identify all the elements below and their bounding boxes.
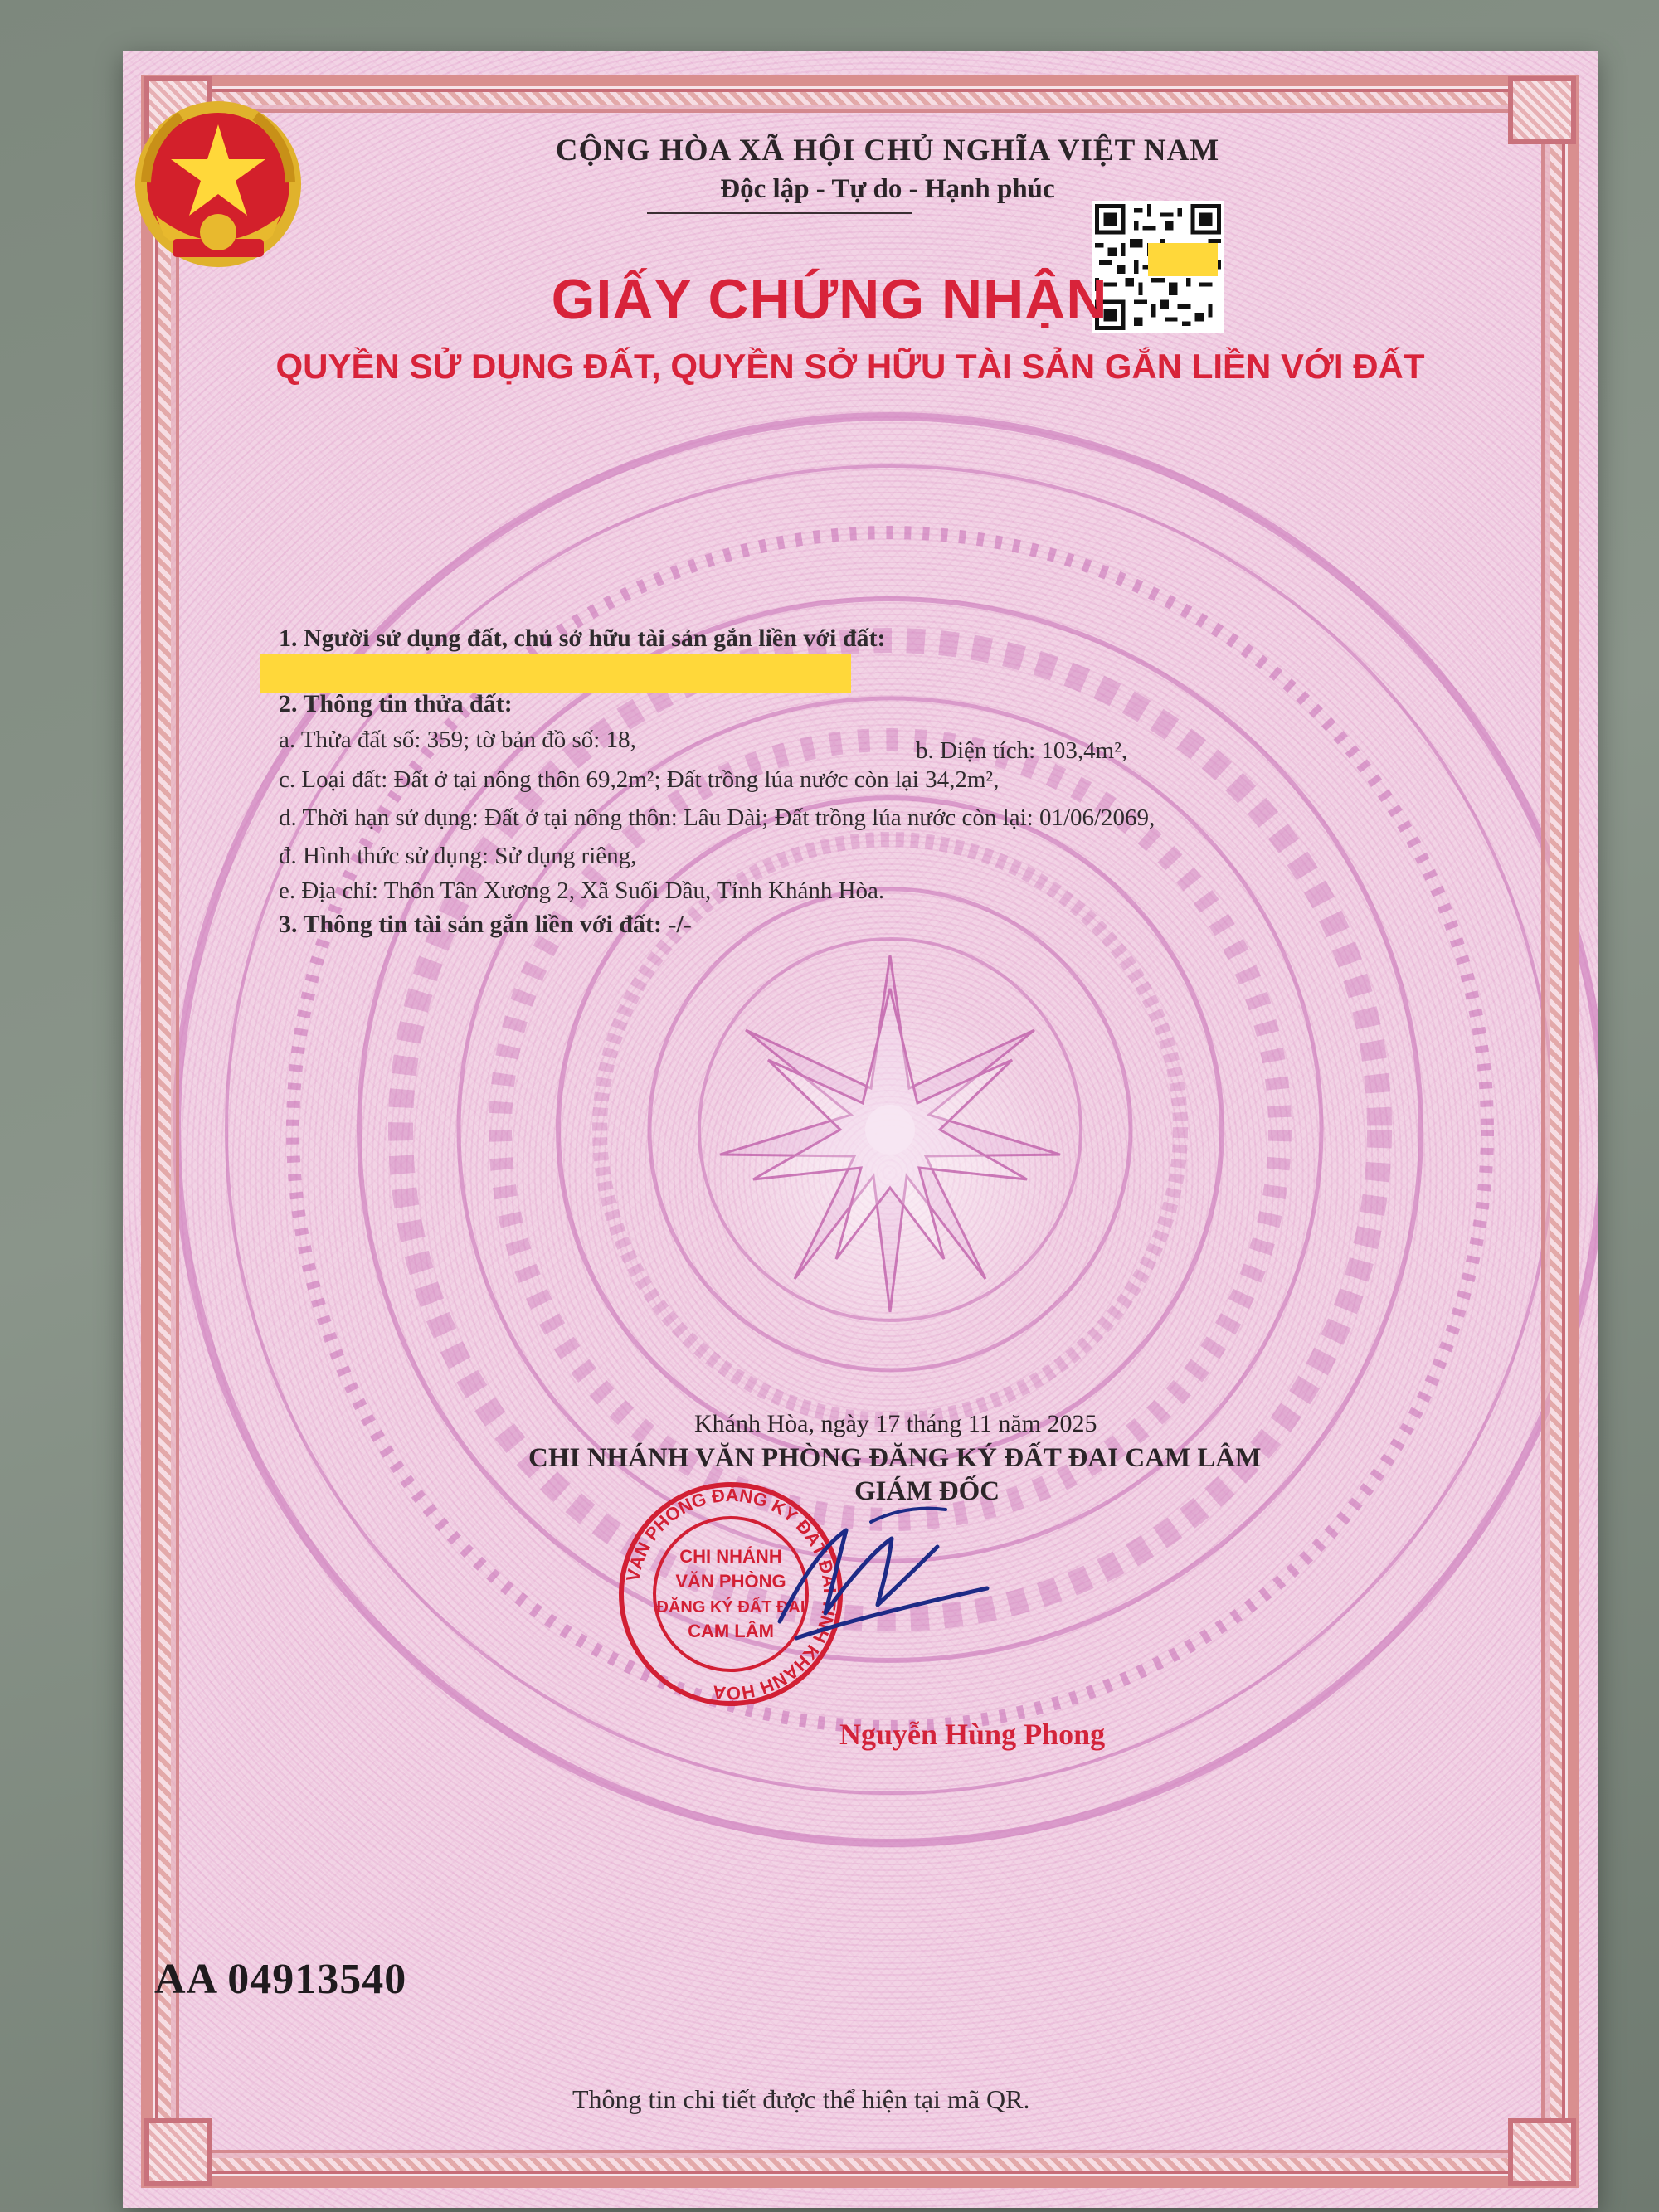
certificate-subtitle: QUYỀN SỬ DỤNG ĐẤT, QUYỀN SỞ HỮU TÀI SẢN GẮN LIỀN VỚI ĐẤT: [275, 347, 1425, 386]
issuing-office: CHI NHÁNH VĂN PHÒNG ĐĂNG KÝ ĐẤT ĐAI CAM LÂM: [528, 1443, 1262, 1473]
seal-line-1: CHI NHÁNH: [679, 1546, 782, 1567]
parcel-number-line: a. Thửa đất số: 359; tờ bản đồ số: 18,: [279, 727, 636, 753]
motto-underline: [647, 212, 912, 214]
qr-footer-note: Thông tin chi tiết được thể hiện tại mã QR.: [572, 2084, 1030, 2114]
owner-name-redaction: [260, 654, 851, 693]
seal-outer-text: VĂN PHÒNG ĐĂNG KÝ ĐẤT ĐAI TỈNH KHÁNH HÒA: [622, 1484, 841, 1704]
parcel-heading: 2. Thông tin thửa đất:: [279, 690, 513, 717]
usage-term-line: d. Thời hạn sử dụng: Đất ở tại nông thôn: Lâu Dài; Đất trồng lúa nước còn lại: 01/06/2069,: [279, 805, 1155, 831]
corner-ornament: [1508, 2118, 1576, 2186]
seal-line-3: ĐĂNG KÝ ĐẤT ĐAI: [656, 1598, 805, 1616]
certificate-title: GIẤY CHỨNG NHẬN: [551, 268, 1108, 331]
nation-name: CỘNG HÒA XÃ HỘI CHỦ NGHĨA VIỆT NAM: [555, 134, 1220, 168]
corner-ornament: [144, 2118, 212, 2186]
signer-name: Nguyễn Hùng Phong: [839, 1718, 1106, 1751]
signer-position: GIÁM ĐỐC: [854, 1476, 1000, 1506]
parcel-area-line: b. Diện tích: 103,4m²,: [916, 737, 1128, 764]
asset-heading: 3. Thông tin tài sản gắn liền với đất: -/-: [279, 911, 692, 938]
address-line: e. Địa chỉ: Thôn Tân Xương 2, Xã Suối Dầu, Tỉnh Khánh Hòa.: [279, 878, 885, 904]
usage-form-line: đ. Hình thức sử dụng: Sử dụng riêng,: [279, 843, 637, 869]
national-motto: Độc lập - Tự do - Hạnh phúc: [720, 174, 1055, 204]
land-type-line: c. Loại đất: Đất ở tại nông thôn 69,2m²; Đất trồng lúa nước còn lại 34,2m²,: [279, 766, 1000, 793]
place-and-date: Khánh Hòa, ngày 17 tháng 11 năm 2025: [694, 1410, 1097, 1437]
seal-line-4: CAM LÂM: [688, 1621, 774, 1641]
handwritten-signature: [747, 1497, 995, 1671]
owner-heading: 1. Người sử dụng đất, chủ sở hữu tài sản gắn liền với đất:: [279, 625, 886, 652]
seal-line-2: VĂN PHÒNG: [675, 1571, 786, 1592]
serial-number: AA 04913540: [154, 1956, 407, 2003]
